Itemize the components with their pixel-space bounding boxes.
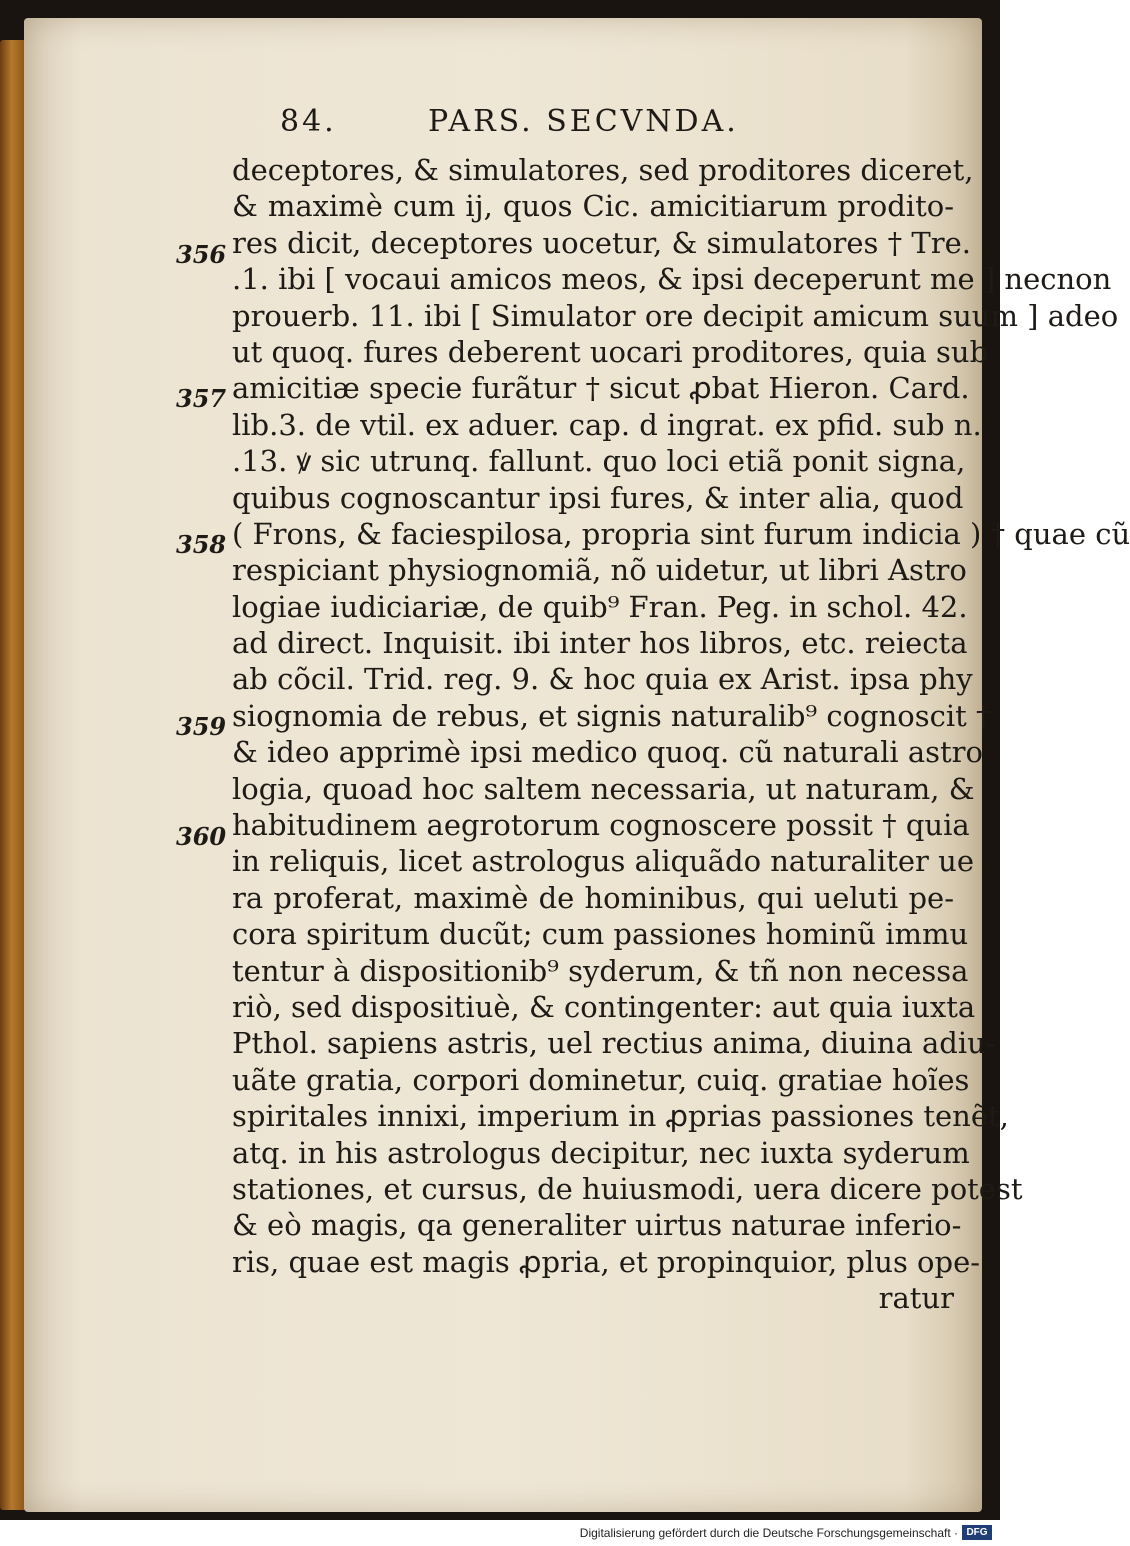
text-body xyxy=(232,152,1130,1317)
text-line: quibus cognoscantur ipsi fures, & inter alia, quod xyxy=(232,480,964,515)
text-line: ut quoq. fures deberent uocari proditores, quia sub xyxy=(232,334,989,369)
text-line: prouerb. 11. ibi [ Simulator ore decipit amicum suum ] adeo xyxy=(232,298,1119,333)
text-line: ad direct. Inquisit. ibi inter hos libros, etc. reiecta xyxy=(232,626,968,661)
text-line: habitudinem aegrotorum cognoscere possit † quia xyxy=(232,808,970,843)
margin-number: 356 xyxy=(176,240,227,269)
running-head: PARS. SECVNDA. xyxy=(428,104,739,139)
catchword: ratur xyxy=(878,1281,954,1316)
text-line: & ideo apprimè ipsi medico quoq. cũ naturali astro xyxy=(232,735,983,770)
text-line: amicitiæ specie furãtur † sicut ꝓbat Hieron. Card. xyxy=(232,371,970,406)
text-line: Pthol. sapiens astris, uel rectius anima, diuina adiu- xyxy=(232,1026,996,1061)
text-line: ( Frons, & faciespilosa, propria sint furum indicia ) † quae cũ xyxy=(232,516,1130,551)
text-line: lib.3. de vtil. ex aduer. cap. d ingrat. ex pfid. sub n. xyxy=(232,407,982,442)
text-line: respiciant physiognomiã, nõ uidetur, ut libri Astro xyxy=(232,553,967,588)
text-line: res dicit, deceptores uocetur, & simulatores † Tre. xyxy=(232,225,971,260)
text-line: uãte gratia, corpori dominetur, cuiq. gratiae hoĩes xyxy=(232,1062,970,1097)
text-line: siognomia de rebus, et signis naturalib⁹ cognoscit † xyxy=(232,698,991,733)
footer-bar xyxy=(0,1520,1000,1546)
text-line: ab cõcil. Trid. reg. 9. & hoc quia ex Arist. ipsa phy xyxy=(232,662,973,697)
text-line: ris, quae est magis ꝓpria, et propinquior, plus ope- xyxy=(232,1244,981,1279)
margin-number: 357 xyxy=(176,384,227,413)
margin-number: 358 xyxy=(176,530,227,559)
text-line: spiritales innixi, imperium in ꝓprias passiones tenẽt, xyxy=(232,1099,1009,1134)
footer-credit: Digitalisierung gefördert durch die Deutsche Forschungsgemeinschaft · xyxy=(579,1526,958,1540)
text-line: & maximè cum ij, quos Cic. amicitiarum prodito- xyxy=(232,189,954,224)
margin-number: 359 xyxy=(176,712,227,741)
text-line: logiae iudiciariæ, de quib⁹ Fran. Peg. in schol. 42. xyxy=(232,589,968,624)
text-line: atq. in his astrologus decipitur, nec iuxta syderum xyxy=(232,1135,970,1170)
text-line: tentur à dispositionib⁹ syderum, & tñ non necessa xyxy=(232,953,969,988)
text-line: ra proferat, maximè de hominibus, qui ueluti pe- xyxy=(232,880,954,915)
dfg-logo: DFG xyxy=(962,1525,992,1540)
margin-number: 360 xyxy=(176,822,227,851)
text-line: riò, sed dispositiuè, & contingenter: aut quia iuxta xyxy=(232,989,976,1024)
text-line: in reliquis, licet astrologus aliquãdo naturaliter ue xyxy=(232,844,974,879)
book-edge xyxy=(0,40,26,1510)
folio-number: 84. xyxy=(280,104,337,139)
text-line: & eò magis, qa generaliter uirtus naturae inferio- xyxy=(232,1208,962,1243)
text-line: cora spiritum ducũt; cum passiones hominũ immu xyxy=(232,917,969,952)
text-line: stationes, et cursus, de huiusmodi, uera dicere potest xyxy=(232,1171,1023,1206)
text-line: .1. ibi [ vocaui amicos meos, & ipsi deceperunt me ] necnon xyxy=(232,262,1112,297)
text-line: deceptores, & simulatores, sed proditores diceret, xyxy=(232,153,974,187)
text-line: .13. ꝟ sic utrunq. fallunt. quo loci etiã ponit signa, xyxy=(232,444,966,479)
text-line: logia, quoad hoc saltem necessaria, ut naturam, & xyxy=(232,771,975,806)
